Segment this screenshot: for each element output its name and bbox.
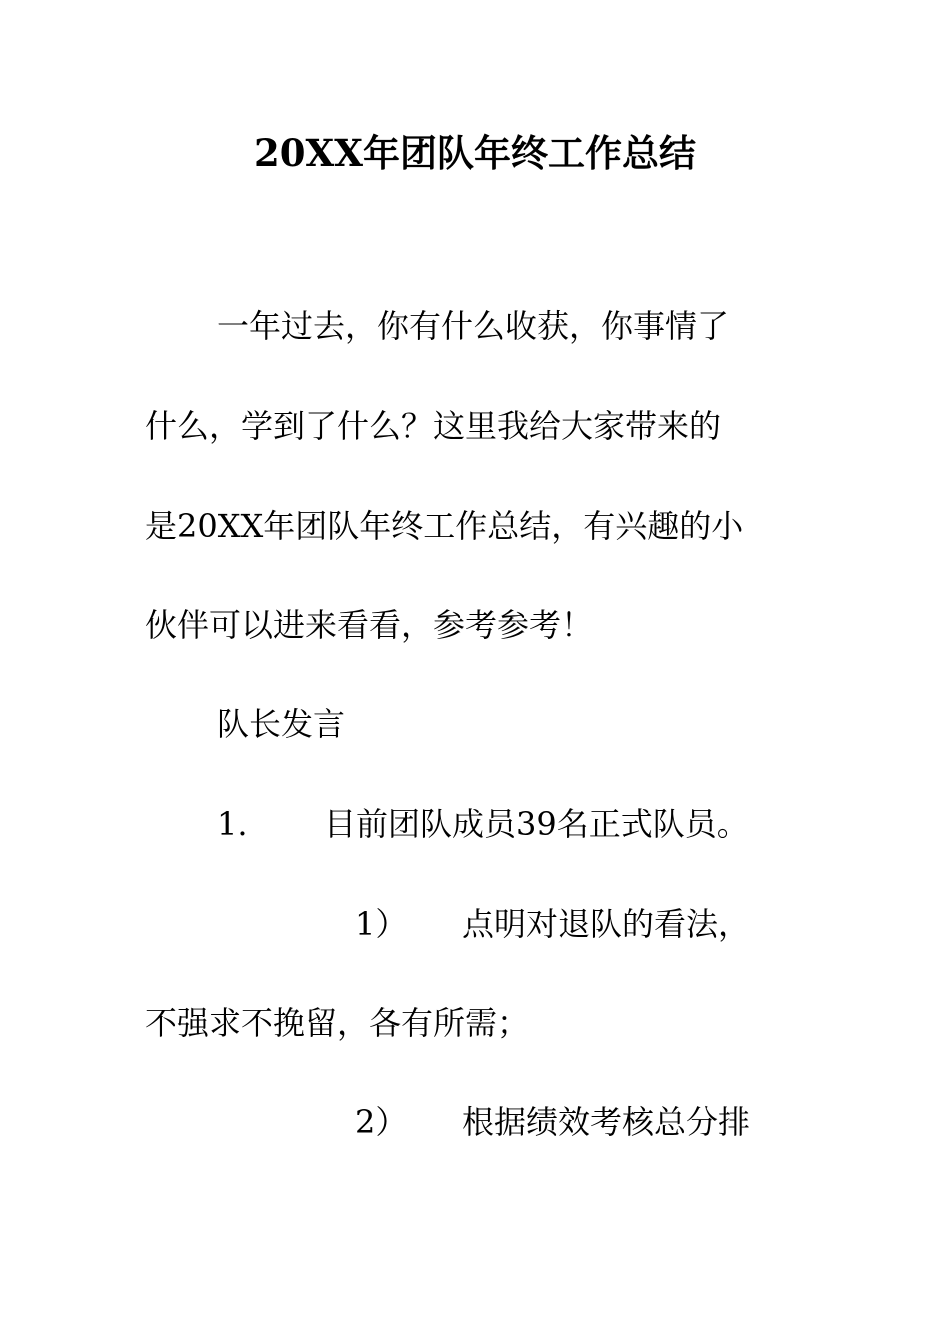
sub-item-1-continuation: 不强求不挽留，各有所需；: [145, 1004, 530, 1042]
item-1-text: 目前团队成员39名正式队员。: [324, 805, 749, 843]
section-heading: 队长发言: [217, 705, 346, 743]
intro-line-2: 什么，学到了什么？这里我给大家带来的: [145, 407, 722, 445]
sub-item-1-text: 点明对退队的看法，: [462, 905, 751, 943]
intro-line-1: 一年过去，你有什么收获，你事情了: [217, 307, 730, 345]
document-title: 20XX年团队年终工作总结: [254, 131, 696, 175]
sub-item-2-text: 根据绩效考核总分排: [462, 1103, 751, 1141]
item-1-number: 1.: [217, 805, 248, 843]
intro-line-3: 是20XX年团队年终工作总结，有兴趣的小: [145, 507, 744, 545]
intro-line-4: 伙伴可以进来看看，参考参考！: [145, 606, 594, 644]
sub-item-1-number: 1）: [355, 905, 408, 943]
sub-item-2-number: 2）: [355, 1103, 408, 1141]
